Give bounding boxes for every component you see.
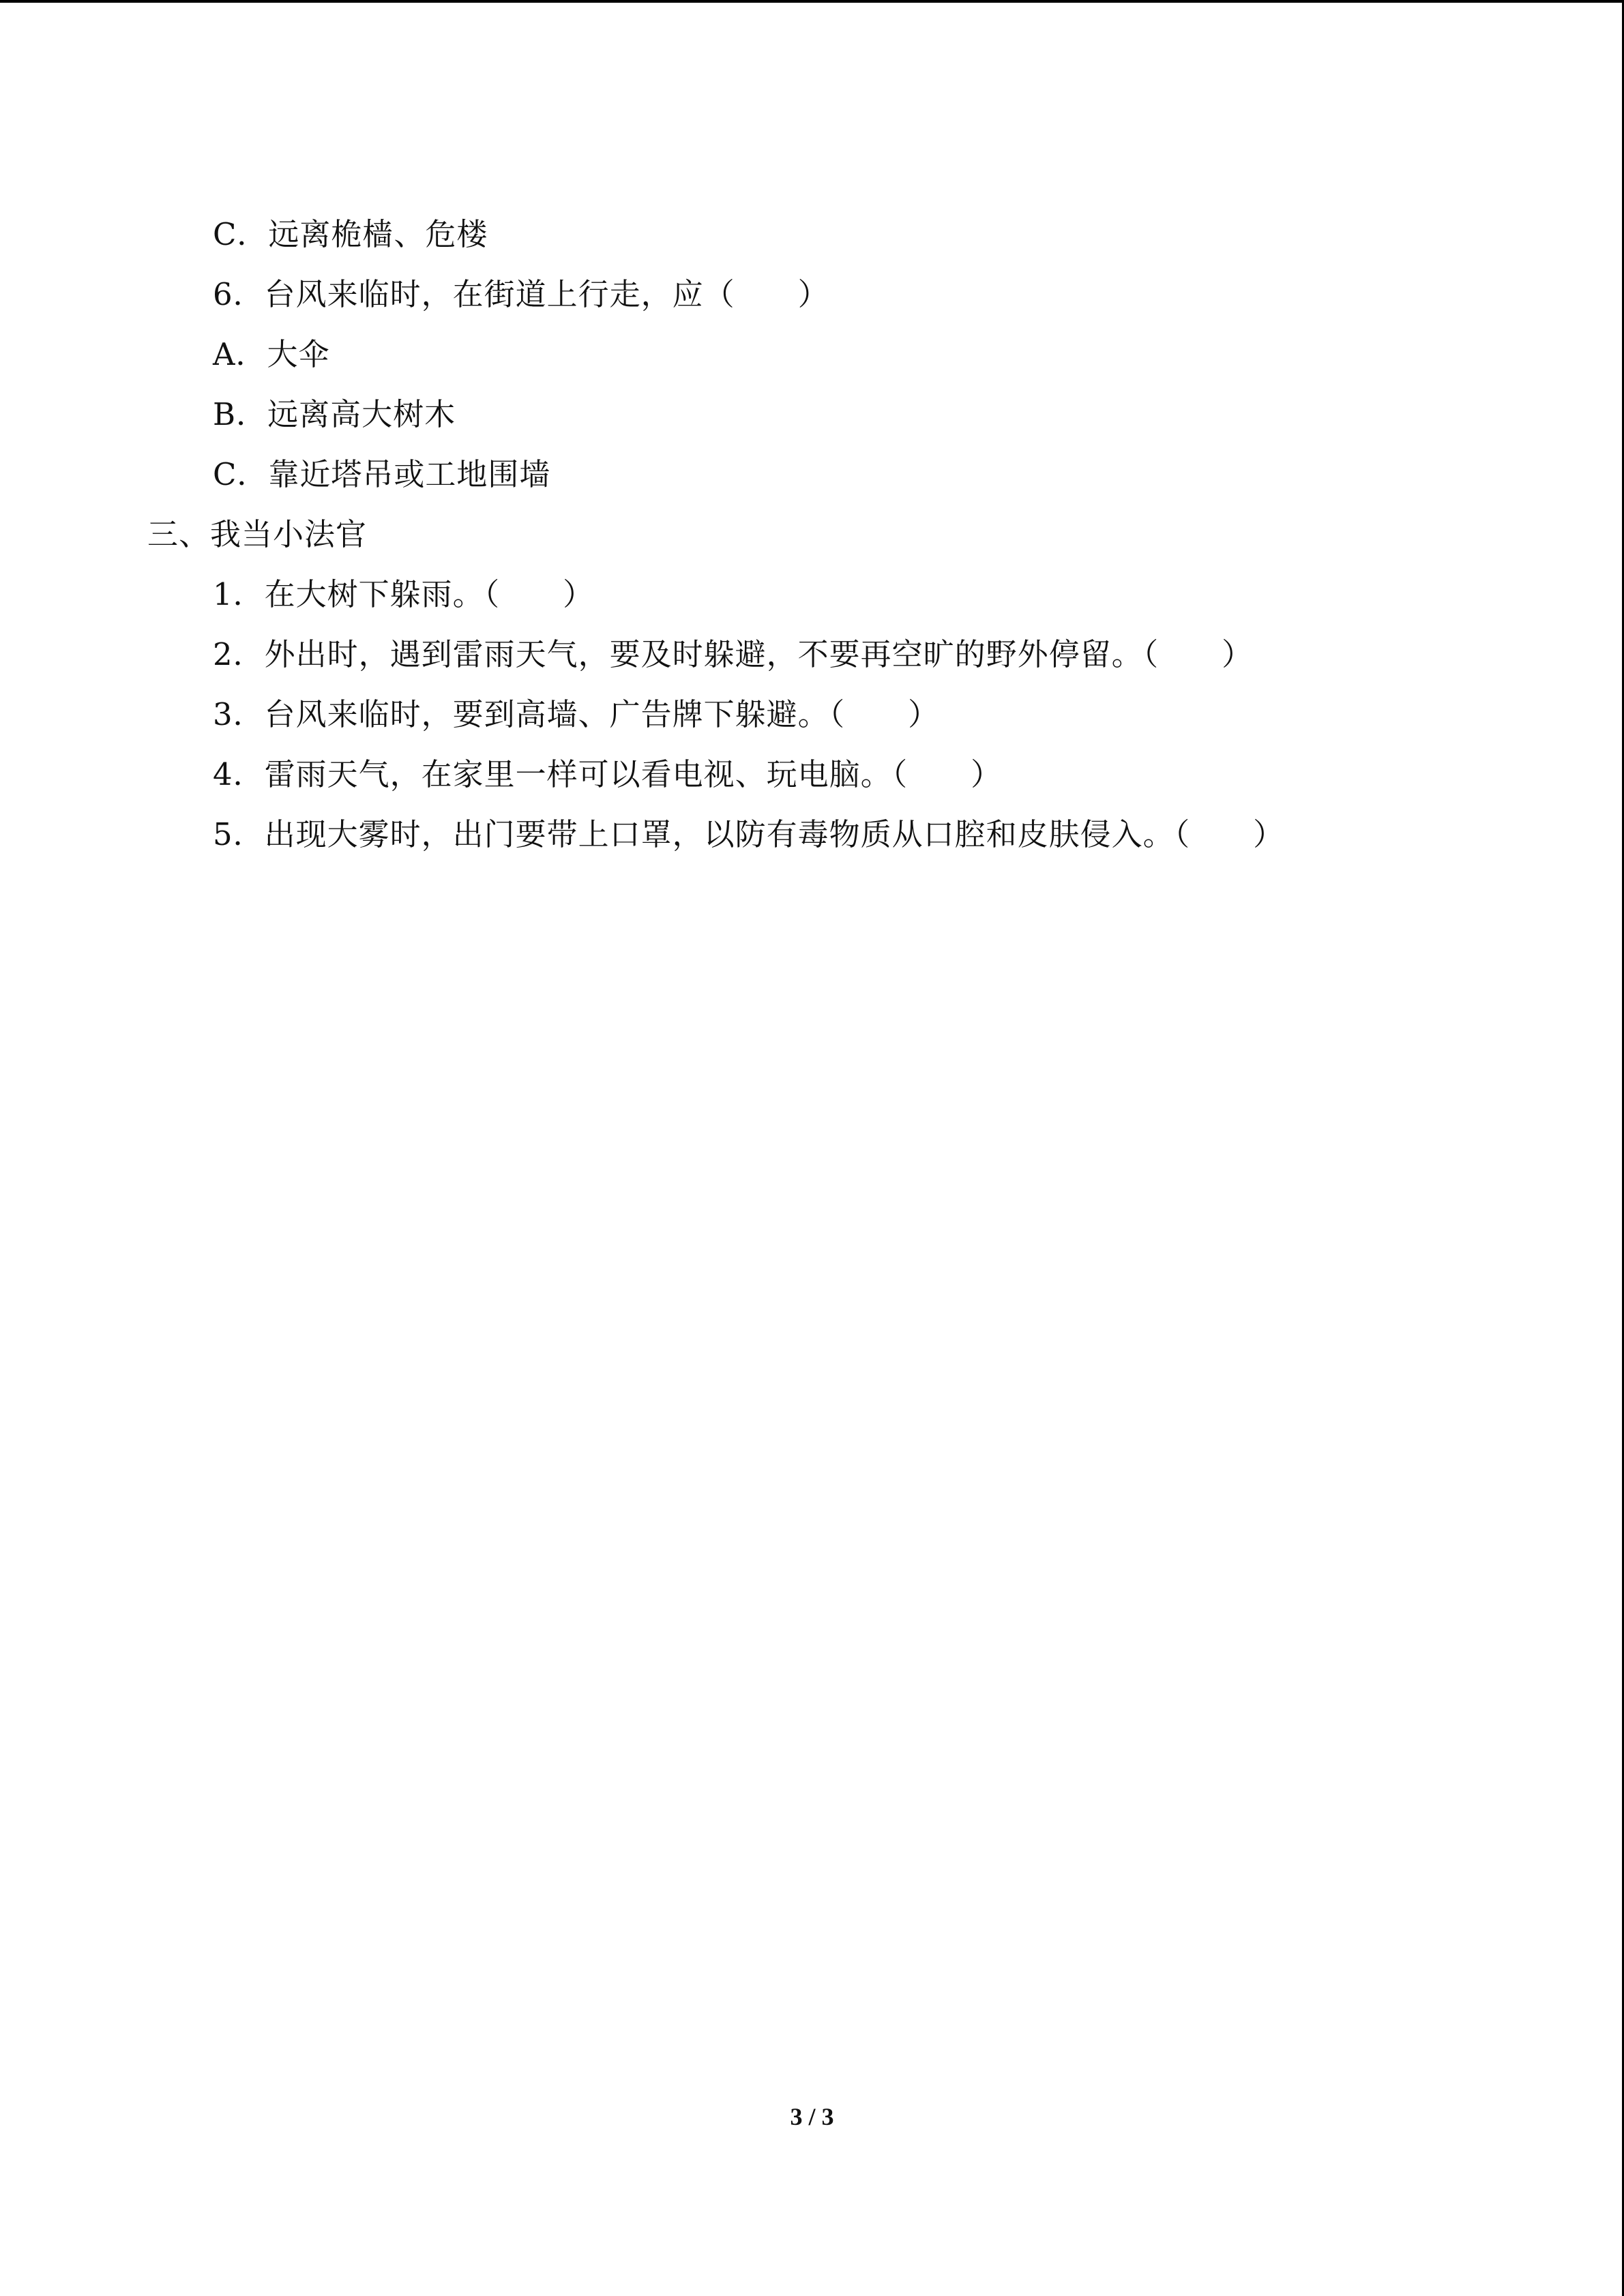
question-6: 6．台风来临时，在街道上行走，应（ ）	[213, 276, 829, 312]
page-number: 3 / 3	[790, 2103, 834, 2130]
judgment-item-3: 3．台风来临时，要到高墙、广告牌下躲避。（ ）	[213, 696, 940, 732]
judgment-item-5: 5．出现大雾时，出门要带上口罩，以防有毒物质从口腔和皮肤侵入。（ ）	[213, 816, 1285, 852]
judgment-item-1: 1．在大树下躲雨。（ ）	[213, 576, 595, 612]
judgment-item-4: 4．雷雨天气，在家里一样可以看电视、玩电脑。（ ）	[213, 756, 1003, 792]
option-c-q6: C．靠近塔吊或工地围墙	[213, 456, 551, 492]
top-border	[0, 0, 1624, 3]
option-c-q5: C．远离桅樯、危楼	[213, 216, 488, 252]
judgment-item-2: 2．外出时，遇到雷雨天气，要及时躲避，不要再空旷的野外停留。（ ）	[213, 636, 1254, 672]
section-3-heading: 三、我当小法官	[147, 516, 368, 552]
option-a-q6: A．大伞	[213, 336, 330, 372]
option-b-q6: B．远离高大树木	[213, 396, 456, 432]
